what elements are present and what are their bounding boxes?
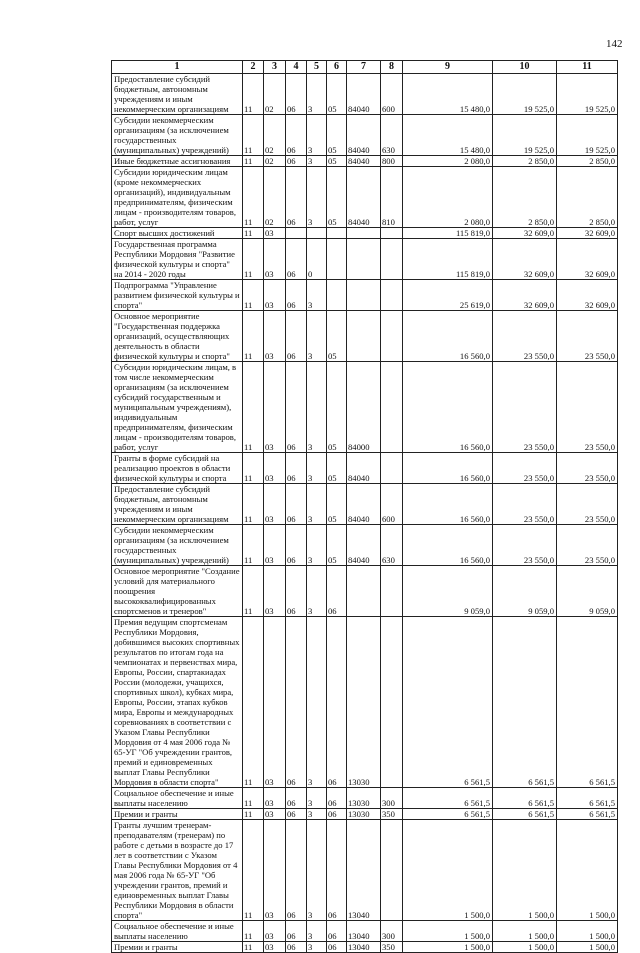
cell-col-3: 02 — [264, 74, 286, 115]
table-row — [112, 156, 618, 167]
cell-col-9: 16 560,0 — [403, 525, 493, 566]
row-name-cell: Премия ведущим спортсменам Республики Мордовия, добившимся высоких спортивных результатов по итогам года на чемпионатах и первенствах мира, Европы, России, спартакиадах России (молодежи, учащихся, спортивных школ), кубках мира, Европы, России, этапах кубков мира, Европы и международных соревнованиях в соответствии с Указом Главы Республики Мордовия от 4 мая 2006 года № 65-УГ "Об учреждении грантов, премий и единовременных выплат Главы Республики Мордовия в области спорта" — [112, 617, 243, 788]
cell-col-3: 03 — [264, 820, 286, 921]
cell-col-10: 32 609,0 — [493, 228, 557, 239]
cell-col-5: 3 — [307, 280, 327, 311]
table-row — [112, 239, 618, 280]
cell-col-9: 9 059,0 — [403, 566, 493, 617]
cell-col-3: 03 — [264, 921, 286, 942]
cell-col-9: 16 560,0 — [403, 311, 493, 362]
row-name-cell: Основное мероприятие "Создание условий для материального поощрения высококвалифицированных спортсменов и тренеров" — [112, 566, 243, 617]
cell-col-9: 1 500,0 — [403, 820, 493, 921]
cell-col-10: 6 561,5 — [493, 617, 557, 788]
cell-col-7: 84040 — [347, 115, 381, 156]
cell-col-9: 16 560,0 — [403, 453, 493, 484]
cell-col-6: 05 — [327, 484, 347, 525]
cell-col-5: 3 — [307, 809, 327, 820]
cell-col-4: 06 — [286, 239, 307, 280]
cell-col-2: 11 — [243, 525, 264, 566]
cell-col-9: 2 080,0 — [403, 167, 493, 228]
header-col-4: 4 — [286, 61, 307, 74]
row-name-cell: Субсидии некоммерческим организациям (за исключением государственных (муниципальных) учреждений) — [112, 525, 243, 566]
cell-col-4: 06 — [286, 809, 307, 820]
cell-col-5: 3 — [307, 820, 327, 921]
cell-col-2: 11 — [243, 228, 264, 239]
cell-col-2: 11 — [243, 788, 264, 809]
cell-col-9: 15 480,0 — [403, 115, 493, 156]
cell-col-3: 03 — [264, 311, 286, 362]
row-name-cell: Спорт высших достижений — [112, 228, 243, 239]
cell-col-10: 1 500,0 — [493, 942, 557, 953]
cell-col-8 — [381, 566, 403, 617]
cell-col-10: 1 500,0 — [493, 820, 557, 921]
cell-col-3: 03 — [264, 280, 286, 311]
cell-col-4: 06 — [286, 617, 307, 788]
cell-col-8: 300 — [381, 788, 403, 809]
cell-col-4: 06 — [286, 484, 307, 525]
cell-col-8: 350 — [381, 809, 403, 820]
cell-col-2: 11 — [243, 566, 264, 617]
cell-col-6: 06 — [327, 921, 347, 942]
cell-col-6: 05 — [327, 362, 347, 453]
cell-col-6 — [327, 280, 347, 311]
table-row — [112, 167, 618, 228]
cell-col-2: 11 — [243, 167, 264, 228]
cell-col-11: 9 059,0 — [557, 566, 618, 617]
cell-col-3: 03 — [264, 525, 286, 566]
header-col-9: 9 — [403, 61, 493, 74]
cell-col-8: 600 — [381, 74, 403, 115]
cell-col-8: 300 — [381, 921, 403, 942]
cell-col-11: 32 609,0 — [557, 239, 618, 280]
cell-col-4: 06 — [286, 280, 307, 311]
cell-col-7 — [347, 311, 381, 362]
cell-col-7: 84040 — [347, 156, 381, 167]
cell-col-10: 32 609,0 — [493, 239, 557, 280]
cell-col-10: 23 550,0 — [493, 311, 557, 362]
cell-col-3: 03 — [264, 453, 286, 484]
cell-col-4: 06 — [286, 566, 307, 617]
table-row — [112, 788, 618, 809]
cell-col-9: 115 819,0 — [403, 228, 493, 239]
cell-col-6: 05 — [327, 115, 347, 156]
cell-col-7: 13040 — [347, 820, 381, 921]
cell-col-9: 115 819,0 — [403, 239, 493, 280]
cell-col-7: 13030 — [347, 617, 381, 788]
cell-col-5: 3 — [307, 942, 327, 953]
header-col-11: 11 — [557, 61, 618, 74]
cell-col-11: 23 550,0 — [557, 484, 618, 525]
cell-col-10: 23 550,0 — [493, 362, 557, 453]
cell-col-7: 84040 — [347, 74, 381, 115]
cell-col-7: 84040 — [347, 484, 381, 525]
cell-col-8: 810 — [381, 167, 403, 228]
cell-col-9: 25 619,0 — [403, 280, 493, 311]
cell-col-10: 23 550,0 — [493, 525, 557, 566]
cell-col-6: 05 — [327, 525, 347, 566]
row-name-cell: Социальное обеспечение и иные выплаты населению — [112, 921, 243, 942]
cell-col-8: 630 — [381, 115, 403, 156]
cell-col-11: 32 609,0 — [557, 228, 618, 239]
cell-col-6: 05 — [327, 453, 347, 484]
cell-col-8: 630 — [381, 525, 403, 566]
row-name-cell: Социальное обеспечение и иные выплаты населению — [112, 788, 243, 809]
cell-col-4: 06 — [286, 74, 307, 115]
cell-col-9: 6 561,5 — [403, 617, 493, 788]
cell-col-6: 06 — [327, 942, 347, 953]
cell-col-3: 03 — [264, 617, 286, 788]
cell-col-8: 600 — [381, 484, 403, 525]
cell-col-3: 03 — [264, 942, 286, 953]
cell-col-11: 6 561,5 — [557, 617, 618, 788]
cell-col-8 — [381, 820, 403, 921]
header-col-3: 3 — [264, 61, 286, 74]
cell-col-8: 800 — [381, 156, 403, 167]
cell-col-7: 84000 — [347, 362, 381, 453]
cell-col-6: 06 — [327, 617, 347, 788]
cell-col-4: 06 — [286, 362, 307, 453]
cell-col-4: 06 — [286, 942, 307, 953]
cell-col-11: 19 525,0 — [557, 115, 618, 156]
cell-col-4: 06 — [286, 820, 307, 921]
cell-col-5: 3 — [307, 167, 327, 228]
cell-col-2: 11 — [243, 311, 264, 362]
table-row — [112, 453, 618, 484]
cell-col-6 — [327, 239, 347, 280]
cell-col-2: 11 — [243, 280, 264, 311]
cell-col-11: 23 550,0 — [557, 525, 618, 566]
cell-col-4: 06 — [286, 788, 307, 809]
page-number: 142 — [606, 38, 623, 50]
cell-col-6: 05 — [327, 74, 347, 115]
row-name-cell: Государственная программа Республики Мордовия "Развитие физической культуры и спорта" на 2014 - 2020 годы — [112, 239, 243, 280]
cell-col-4 — [286, 228, 307, 239]
cell-col-9: 16 560,0 — [403, 362, 493, 453]
cell-col-6: 05 — [327, 311, 347, 362]
cell-col-11: 23 550,0 — [557, 453, 618, 484]
cell-col-5 — [307, 228, 327, 239]
header-col-5: 5 — [307, 61, 327, 74]
cell-col-9: 1 500,0 — [403, 942, 493, 953]
cell-col-11: 6 561,5 — [557, 788, 618, 809]
row-name-cell: Субсидии юридическим лицам, в том числе некоммерческим организациям (за исключением субсидий государственным и муниципальным учреждениям), индивидуальным предпринимателям, физическим лицам - производителям товаров, работ, услуг — [112, 362, 243, 453]
table-row — [112, 74, 618, 115]
row-name-cell: Премии и гранты — [112, 942, 243, 953]
cell-col-10: 23 550,0 — [493, 453, 557, 484]
cell-col-11: 32 609,0 — [557, 280, 618, 311]
cell-col-7: 84040 — [347, 525, 381, 566]
cell-col-10: 9 059,0 — [493, 566, 557, 617]
table-row — [112, 362, 618, 453]
cell-col-2: 11 — [243, 156, 264, 167]
table-row — [112, 921, 618, 942]
table-row — [112, 566, 618, 617]
cell-col-2: 11 — [243, 484, 264, 525]
cell-col-11: 23 550,0 — [557, 311, 618, 362]
cell-col-5: 3 — [307, 484, 327, 525]
cell-col-7 — [347, 280, 381, 311]
table-row — [112, 617, 618, 788]
cell-col-11: 2 850,0 — [557, 156, 618, 167]
table-row — [112, 115, 618, 156]
cell-col-5: 0 — [307, 239, 327, 280]
cell-col-5: 3 — [307, 362, 327, 453]
cell-col-11: 1 500,0 — [557, 921, 618, 942]
cell-col-9: 2 080,0 — [403, 156, 493, 167]
table-row — [112, 228, 618, 239]
cell-col-6 — [327, 228, 347, 239]
cell-col-8: 350 — [381, 942, 403, 953]
header-col-1: 1 — [112, 61, 243, 74]
cell-col-3: 03 — [264, 484, 286, 525]
cell-col-9: 15 480,0 — [403, 74, 493, 115]
table-header-row — [112, 61, 618, 74]
cell-col-5: 3 — [307, 525, 327, 566]
table-row — [112, 809, 618, 820]
cell-col-2: 11 — [243, 942, 264, 953]
cell-col-4: 06 — [286, 115, 307, 156]
cell-col-6: 06 — [327, 566, 347, 617]
row-name-cell: Предоставление субсидий бюджетным, автономным учреждениям и иным некоммерческим организациям — [112, 74, 243, 115]
cell-col-5: 3 — [307, 311, 327, 362]
cell-col-5: 3 — [307, 788, 327, 809]
cell-col-7 — [347, 228, 381, 239]
cell-col-7 — [347, 566, 381, 617]
cell-col-8 — [381, 280, 403, 311]
cell-col-11: 1 500,0 — [557, 820, 618, 921]
row-name-cell: Гранты лучшим тренерам-преподавателям (тренерам) по работе с детьми в возрасте до 17 лет в соответствии с Указом Главы Республики Мордовия от 4 мая 2006 года № 65-УГ "Об учреждении грантов, премий и единовременных выплат Главы Республики Мордовия в области спорта" — [112, 820, 243, 921]
cell-col-5: 3 — [307, 156, 327, 167]
cell-col-10: 2 850,0 — [493, 167, 557, 228]
cell-col-4: 06 — [286, 921, 307, 942]
cell-col-5: 3 — [307, 617, 327, 788]
cell-col-11: 6 561,5 — [557, 809, 618, 820]
header-col-7: 7 — [347, 61, 381, 74]
cell-col-11: 2 850,0 — [557, 167, 618, 228]
cell-col-8 — [381, 228, 403, 239]
cell-col-3: 02 — [264, 156, 286, 167]
cell-col-8 — [381, 239, 403, 280]
cell-col-2: 11 — [243, 239, 264, 280]
cell-col-3: 03 — [264, 239, 286, 280]
cell-col-6: 06 — [327, 788, 347, 809]
cell-col-7: 13040 — [347, 942, 381, 953]
cell-col-11: 1 500,0 — [557, 942, 618, 953]
row-name-cell: Иные бюджетные ассигнования — [112, 156, 243, 167]
cell-col-8 — [381, 453, 403, 484]
cell-col-5: 3 — [307, 115, 327, 156]
cell-col-4: 06 — [286, 311, 307, 362]
cell-col-10: 6 561,5 — [493, 788, 557, 809]
table-row — [112, 525, 618, 566]
header-col-6: 6 — [327, 61, 347, 74]
cell-col-7: 84040 — [347, 453, 381, 484]
cell-col-4: 06 — [286, 167, 307, 228]
row-name-cell: Предоставление субсидий бюджетным, автономным учреждениям и иным некоммерческим организациям — [112, 484, 243, 525]
cell-col-5: 3 — [307, 566, 327, 617]
budget-table — [111, 60, 618, 953]
cell-col-6: 06 — [327, 820, 347, 921]
cell-col-2: 11 — [243, 820, 264, 921]
cell-col-6: 05 — [327, 156, 347, 167]
cell-col-3: 02 — [264, 115, 286, 156]
cell-col-2: 11 — [243, 809, 264, 820]
cell-col-8 — [381, 617, 403, 788]
header-col-2: 2 — [243, 61, 264, 74]
cell-col-9: 1 500,0 — [403, 921, 493, 942]
cell-col-4: 06 — [286, 453, 307, 484]
cell-col-9: 16 560,0 — [403, 484, 493, 525]
cell-col-10: 23 550,0 — [493, 484, 557, 525]
cell-col-2: 11 — [243, 617, 264, 788]
cell-col-10: 2 850,0 — [493, 156, 557, 167]
cell-col-2: 11 — [243, 921, 264, 942]
cell-col-2: 11 — [243, 74, 264, 115]
row-name-cell: Субсидии юридическим лицам (кроме некоммерческих организаций), индивидуальным предпринимателям, физическим лицам - производителям товаров, работ, услуг — [112, 167, 243, 228]
header-col-8: 8 — [381, 61, 403, 74]
cell-col-7: 13030 — [347, 788, 381, 809]
cell-col-11: 23 550,0 — [557, 362, 618, 453]
cell-col-3: 03 — [264, 228, 286, 239]
cell-col-9: 6 561,5 — [403, 788, 493, 809]
cell-col-6: 05 — [327, 167, 347, 228]
cell-col-2: 11 — [243, 453, 264, 484]
cell-col-2: 11 — [243, 362, 264, 453]
cell-col-7 — [347, 239, 381, 280]
cell-col-8 — [381, 311, 403, 362]
cell-col-11: 19 525,0 — [557, 74, 618, 115]
cell-col-3: 03 — [264, 809, 286, 820]
row-name-cell: Гранты в форме субсидий на реализацию проектов в области физической культуры и спорта — [112, 453, 243, 484]
cell-col-10: 19 525,0 — [493, 74, 557, 115]
cell-col-5: 3 — [307, 921, 327, 942]
cell-col-5: 3 — [307, 453, 327, 484]
row-name-cell: Субсидии некоммерческим организациям (за исключением государственных (муниципальных) учреждений) — [112, 115, 243, 156]
cell-col-4: 06 — [286, 156, 307, 167]
cell-col-7: 13030 — [347, 809, 381, 820]
cell-col-10: 1 500,0 — [493, 921, 557, 942]
cell-col-9: 6 561,5 — [403, 809, 493, 820]
cell-col-2: 11 — [243, 115, 264, 156]
cell-col-3: 03 — [264, 788, 286, 809]
cell-col-4: 06 — [286, 525, 307, 566]
header-col-10: 10 — [493, 61, 557, 74]
cell-col-8 — [381, 362, 403, 453]
cell-col-10: 32 609,0 — [493, 280, 557, 311]
cell-col-10: 19 525,0 — [493, 115, 557, 156]
table-body — [112, 74, 618, 953]
table-row — [112, 942, 618, 953]
cell-col-7: 13040 — [347, 921, 381, 942]
cell-col-3: 03 — [264, 566, 286, 617]
table-row — [112, 484, 618, 525]
table-row — [112, 820, 618, 921]
cell-col-3: 02 — [264, 167, 286, 228]
cell-col-7: 84040 — [347, 167, 381, 228]
table-row — [112, 311, 618, 362]
cell-col-3: 03 — [264, 362, 286, 453]
cell-col-10: 6 561,5 — [493, 809, 557, 820]
row-name-cell: Премии и гранты — [112, 809, 243, 820]
table-row — [112, 280, 618, 311]
row-name-cell: Подпрограмма "Управление развитием физической культуры и спорта" — [112, 280, 243, 311]
row-name-cell: Основное мероприятие "Государственная поддержка организаций, осуществляющих деятельность в области физической культуры и спорта" — [112, 311, 243, 362]
cell-col-5: 3 — [307, 74, 327, 115]
cell-col-6: 06 — [327, 809, 347, 820]
